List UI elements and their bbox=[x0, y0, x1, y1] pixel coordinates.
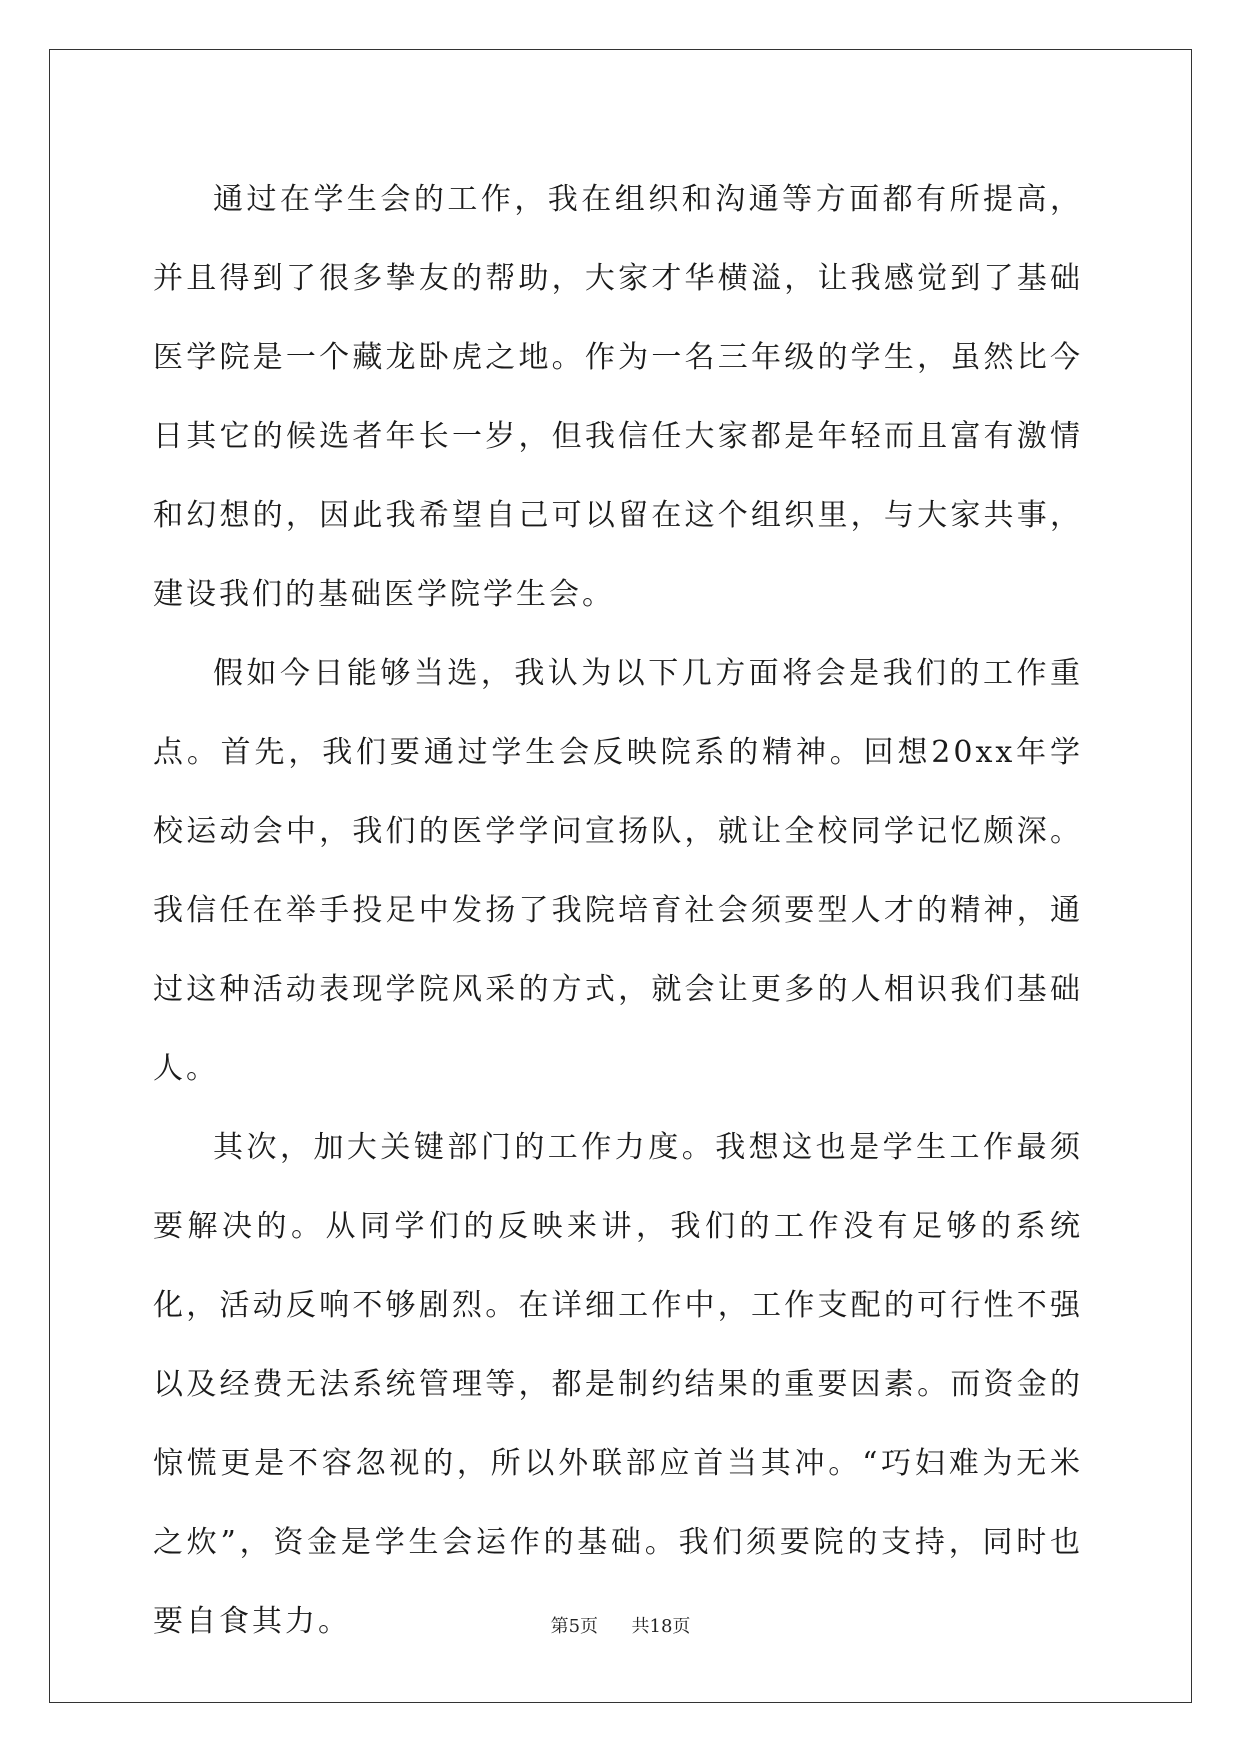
document-body bbox=[153, 160, 1083, 1661]
paragraph-2: 假如今日能够当选，我认为以下几方面将会是我们的工作重点。首先，我们要通过学生会反映院系的精神。回想20xx年学校运动会中，我们的医学学问宣扬队，就让全校同学记忆颇深。我信任在举手投足中发扬了我院培育社会须要型人才的精神，通过这种活动表现学院风采的方式，就会让更多的人相识我们基础人。 bbox=[153, 656, 1083, 1086]
page-total: 共18页 bbox=[631, 1616, 691, 1637]
paragraph-1: 通过在学生会的工作，我在组织和沟通等方面都有所提高，并且得到了很多挚友的帮助，大家才华横溢，让我感觉到了基础医学院是一个藏龙卧虎之地。作为一名三年级的学生，虽然比今日其它的候选者年长一岁，但我信任大家都是年轻而且富有激情和幻想的，因此我希望自己可以留在这个组织里，与大家共事，建设我们的基础医学院学生会。 bbox=[153, 182, 1083, 612]
page-number: 第5页 bbox=[550, 1616, 599, 1637]
paragraph-3: 其次，加大关键部门的工作力度。我想这也是学生工作最须要解决的。从同学们的反映来讲，我们的工作没有足够的系统化，活动反响不够剧烈。在详细工作中，工作支配的可行性不强以及经费无法系统管理等，都是制约结果的重要因素。而资金的惊慌更是不容忽视的，所以外联部应首当其冲。“巧妇难为无米之炊”，资金是学生会运作的基础。我们须要院的支持，同时也要自食其力。 bbox=[153, 1130, 1083, 1639]
page-footer bbox=[0, 1612, 1241, 1638]
